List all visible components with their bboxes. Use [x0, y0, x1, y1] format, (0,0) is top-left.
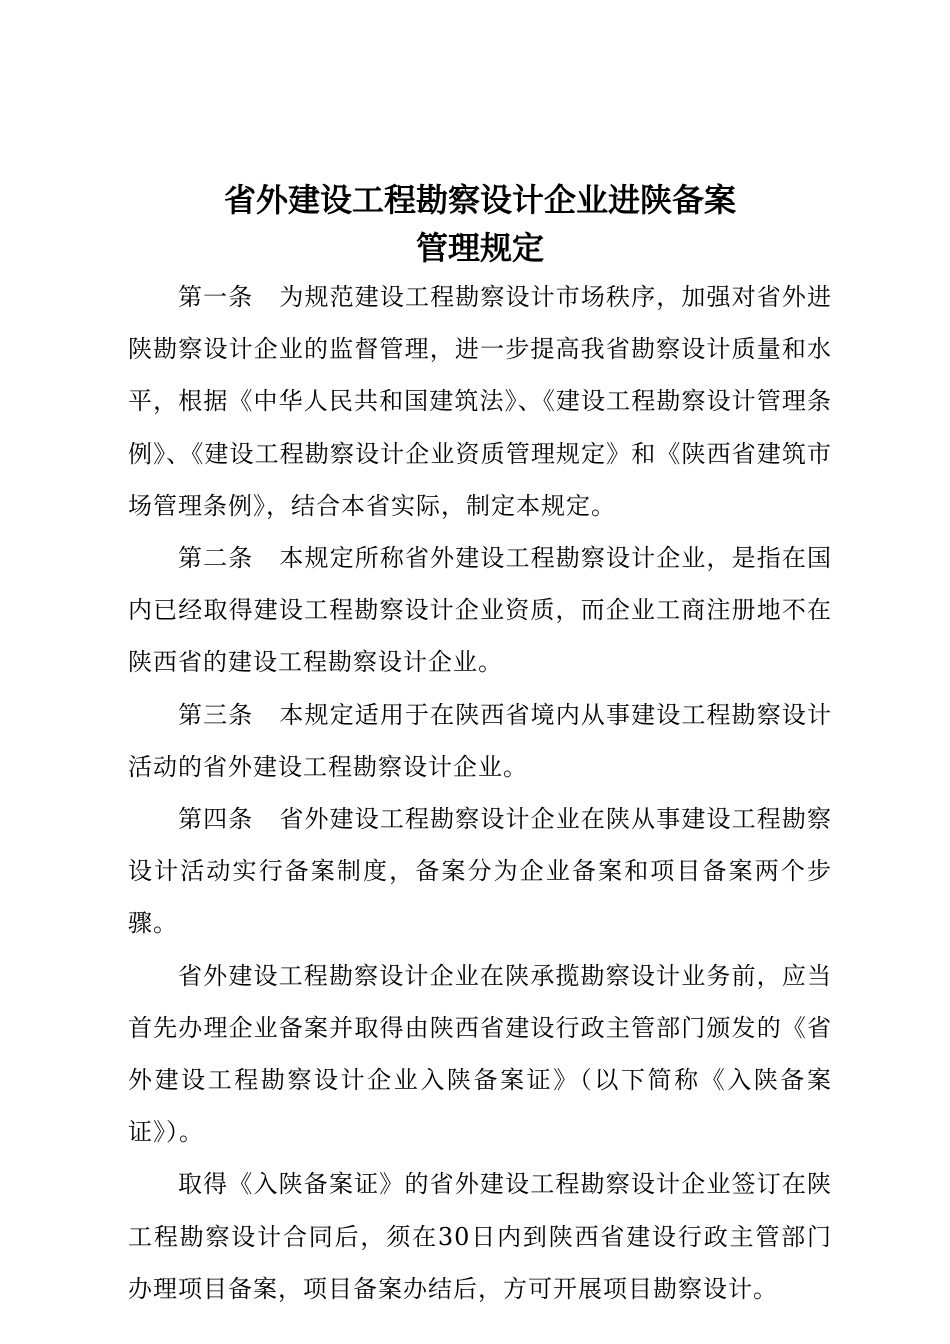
article-4-paragraph-3: [128, 1158, 832, 1315]
document-page: [128, 176, 832, 272]
title-line-1: 省外建设工程勘察设计企业进陕备案: [223, 181, 736, 219]
document-title: [128, 176, 832, 272]
article-label: 第二条: [178, 544, 254, 573]
article-4: [128, 793, 832, 950]
document-body: [128, 271, 832, 1315]
article-4-paragraph-2: [128, 950, 832, 1159]
article-label: 第四条: [178, 805, 254, 834]
paragraph-text: 省外建设工程勘察设计企业在陕承揽勘察设计业务前，应当首先办理企业备案并取得由陕西省建设行政主管部门颁发的《省外建设工程勘察设计企业入陕备案证》（以下简称《入陕备案证》）。: [128, 961, 832, 1147]
article-label: 第一条: [178, 283, 254, 311]
article-2: [128, 532, 832, 689]
paragraph-text: 取得《入陕备案证》的省外建设工程勘察设计企业签订在陕工程勘察设计合同后，须在30日内到陕西省建设行政主管部门办理项目备案，项目备案办结后，方可开展项目勘察设计。: [128, 1170, 832, 1303]
article-text: 为规范建设工程勘察设计市场秩序，加强对省外进陕勘察设计企业的监督管理，进一步提高我省勘察设计质量和水平，根据《中华人民共和国建筑法》、《建设工程勘察设计管理条例》、《建设工程勘察设计企业资质管理规定》和《陕西省建筑市场管理条例》，结合本省实际，制定本规定。: [128, 283, 832, 520]
article-text: 本规定所称省外建设工程勘察设计企业，是指在国内已经取得建设工程勘察设计企业资质，而企业工商注册地不在陕西省的建设工程勘察设计企业。: [128, 544, 832, 677]
article-3: [128, 689, 832, 793]
title-line-2: 管理规定: [415, 229, 544, 267]
article-text: 本规定适用于在陕西省境内从事建设工程勘察设计活动的省外建设工程勘察设计企业。: [128, 700, 832, 781]
article-label: 第三条: [178, 700, 254, 729]
article-1: [128, 271, 832, 532]
article-text: 省外建设工程勘察设计企业在陕从事建设工程勘察设计活动实行备案制度，备案分为企业备案和项目备案两个步骤。: [128, 805, 832, 938]
